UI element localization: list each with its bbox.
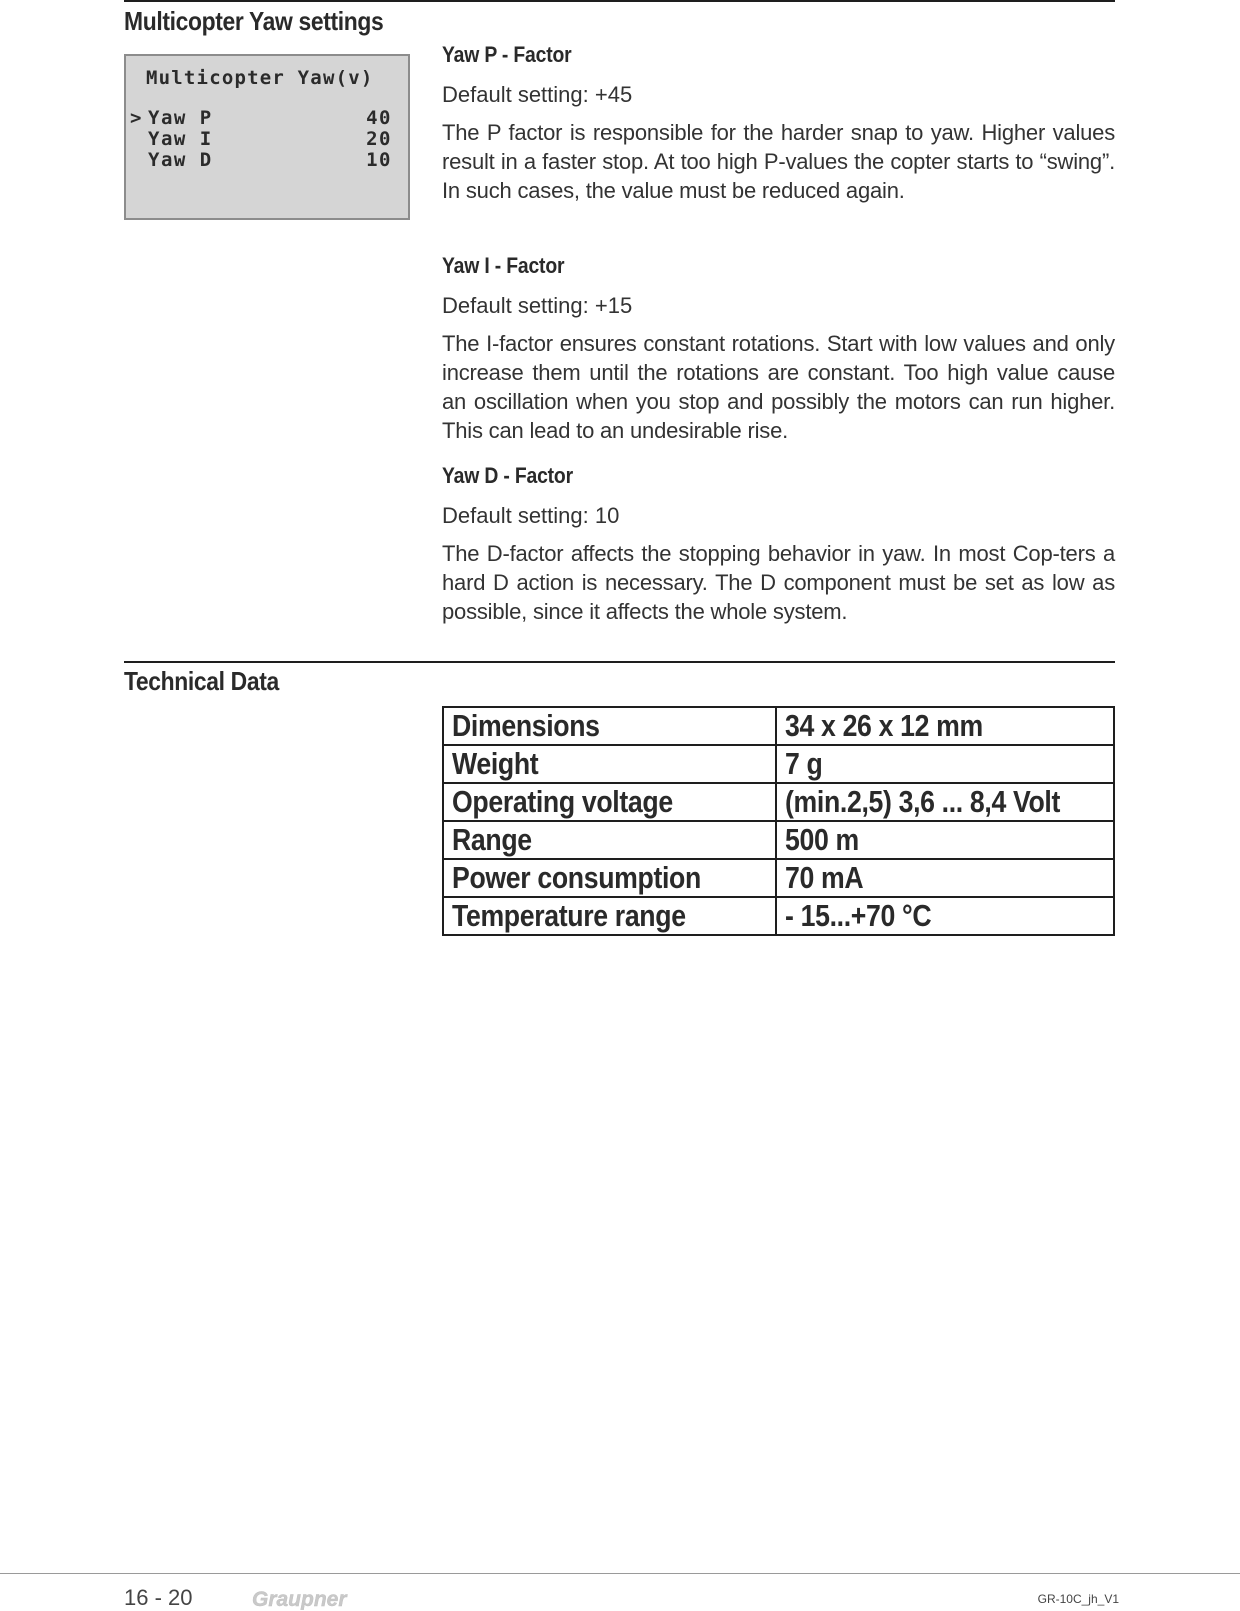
table-row bbox=[443, 783, 1114, 821]
document-id: GR-10C_jh_V1 bbox=[1037, 1592, 1119, 1606]
spec-value: 7 g bbox=[776, 745, 1114, 783]
spec-value: 70 mA bbox=[776, 859, 1114, 897]
yaw-i-description: The I-factor ensures constant rotations. Start with low values and only increase them until the rotations are constant. Too high value cause an oscillation when you stop and possibly the motors can run higher. This can lead to an undesirable rise. bbox=[442, 331, 1115, 443]
lcd-cursor: > bbox=[130, 107, 142, 129]
yaw-p-heading: Yaw P - Factor bbox=[442, 42, 572, 67]
spec-label: Weight bbox=[443, 745, 776, 783]
table-row bbox=[443, 821, 1114, 859]
spec-label: Range bbox=[443, 821, 776, 859]
table-row bbox=[443, 859, 1114, 897]
section-title-yaw: Multicopter Yaw settings bbox=[124, 6, 384, 36]
lcd-row-label: Yaw I bbox=[148, 128, 213, 150]
lcd-row-yaw-p bbox=[130, 108, 392, 128]
table-row bbox=[443, 745, 1114, 783]
page-number: 16 - 20 bbox=[124, 1585, 193, 1610]
lcd-row-value: 20 bbox=[366, 128, 392, 150]
graupner-logo-text: Graupner bbox=[252, 1588, 347, 1610]
spec-label: Power consumption bbox=[443, 859, 776, 897]
table-row bbox=[443, 707, 1114, 745]
table-row bbox=[443, 897, 1114, 935]
yaw-p-block bbox=[442, 42, 1115, 205]
lcd-row-yaw-d bbox=[130, 150, 392, 170]
spec-value: 500 m bbox=[776, 821, 1114, 859]
spec-label: Dimensions bbox=[443, 707, 776, 745]
lcd-row-value: 10 bbox=[366, 149, 392, 171]
spec-value: 34 x 26 x 12 mm bbox=[776, 707, 1114, 745]
yaw-d-description: The D-factor affects the stopping behavior in yaw. In most Cop-ters a hard D action is necessary. The D component must be set as low as possible, since it affects the whole system. bbox=[442, 541, 1115, 624]
top-divider bbox=[124, 0, 1115, 2]
lcd-title: Multicopter Yaw(v) bbox=[146, 67, 374, 89]
yaw-d-block bbox=[442, 463, 1115, 626]
spec-value: - 15...+70 °C bbox=[776, 897, 1114, 935]
yaw-i-heading: Yaw I - Factor bbox=[442, 253, 565, 278]
yaw-d-heading: Yaw D - Factor bbox=[442, 463, 573, 488]
lcd-row-yaw-i bbox=[130, 129, 392, 149]
yaw-p-description: The P factor is responsible for the harder snap to yaw. Higher values result in a faster stop. At too high P-values the copter starts to “swing”. In such cases, the value must be reduced again. bbox=[442, 120, 1115, 203]
technical-data-table bbox=[442, 706, 1115, 936]
yaw-p-default: Default setting: +45 bbox=[442, 82, 633, 107]
yaw-d-default: Default setting: 10 bbox=[442, 503, 620, 528]
section-divider bbox=[124, 661, 1115, 663]
spec-value: (min.2,5) 3,6 ... 8,4 Volt bbox=[776, 783, 1114, 821]
footer-divider bbox=[0, 1573, 1240, 1574]
section-title-technical-data: Technical Data bbox=[124, 666, 279, 696]
lcd-row-label: Yaw P bbox=[148, 107, 213, 129]
lcd-screen bbox=[124, 54, 410, 220]
yaw-i-default: Default setting: +15 bbox=[442, 293, 633, 318]
yaw-i-block bbox=[442, 253, 1115, 445]
spec-label: Temperature range bbox=[443, 897, 776, 935]
graupner-logo bbox=[252, 1588, 364, 1610]
spec-label: Operating voltage bbox=[443, 783, 776, 821]
lcd-row-value: 40 bbox=[366, 107, 392, 129]
lcd-row-label: Yaw D bbox=[148, 149, 213, 171]
